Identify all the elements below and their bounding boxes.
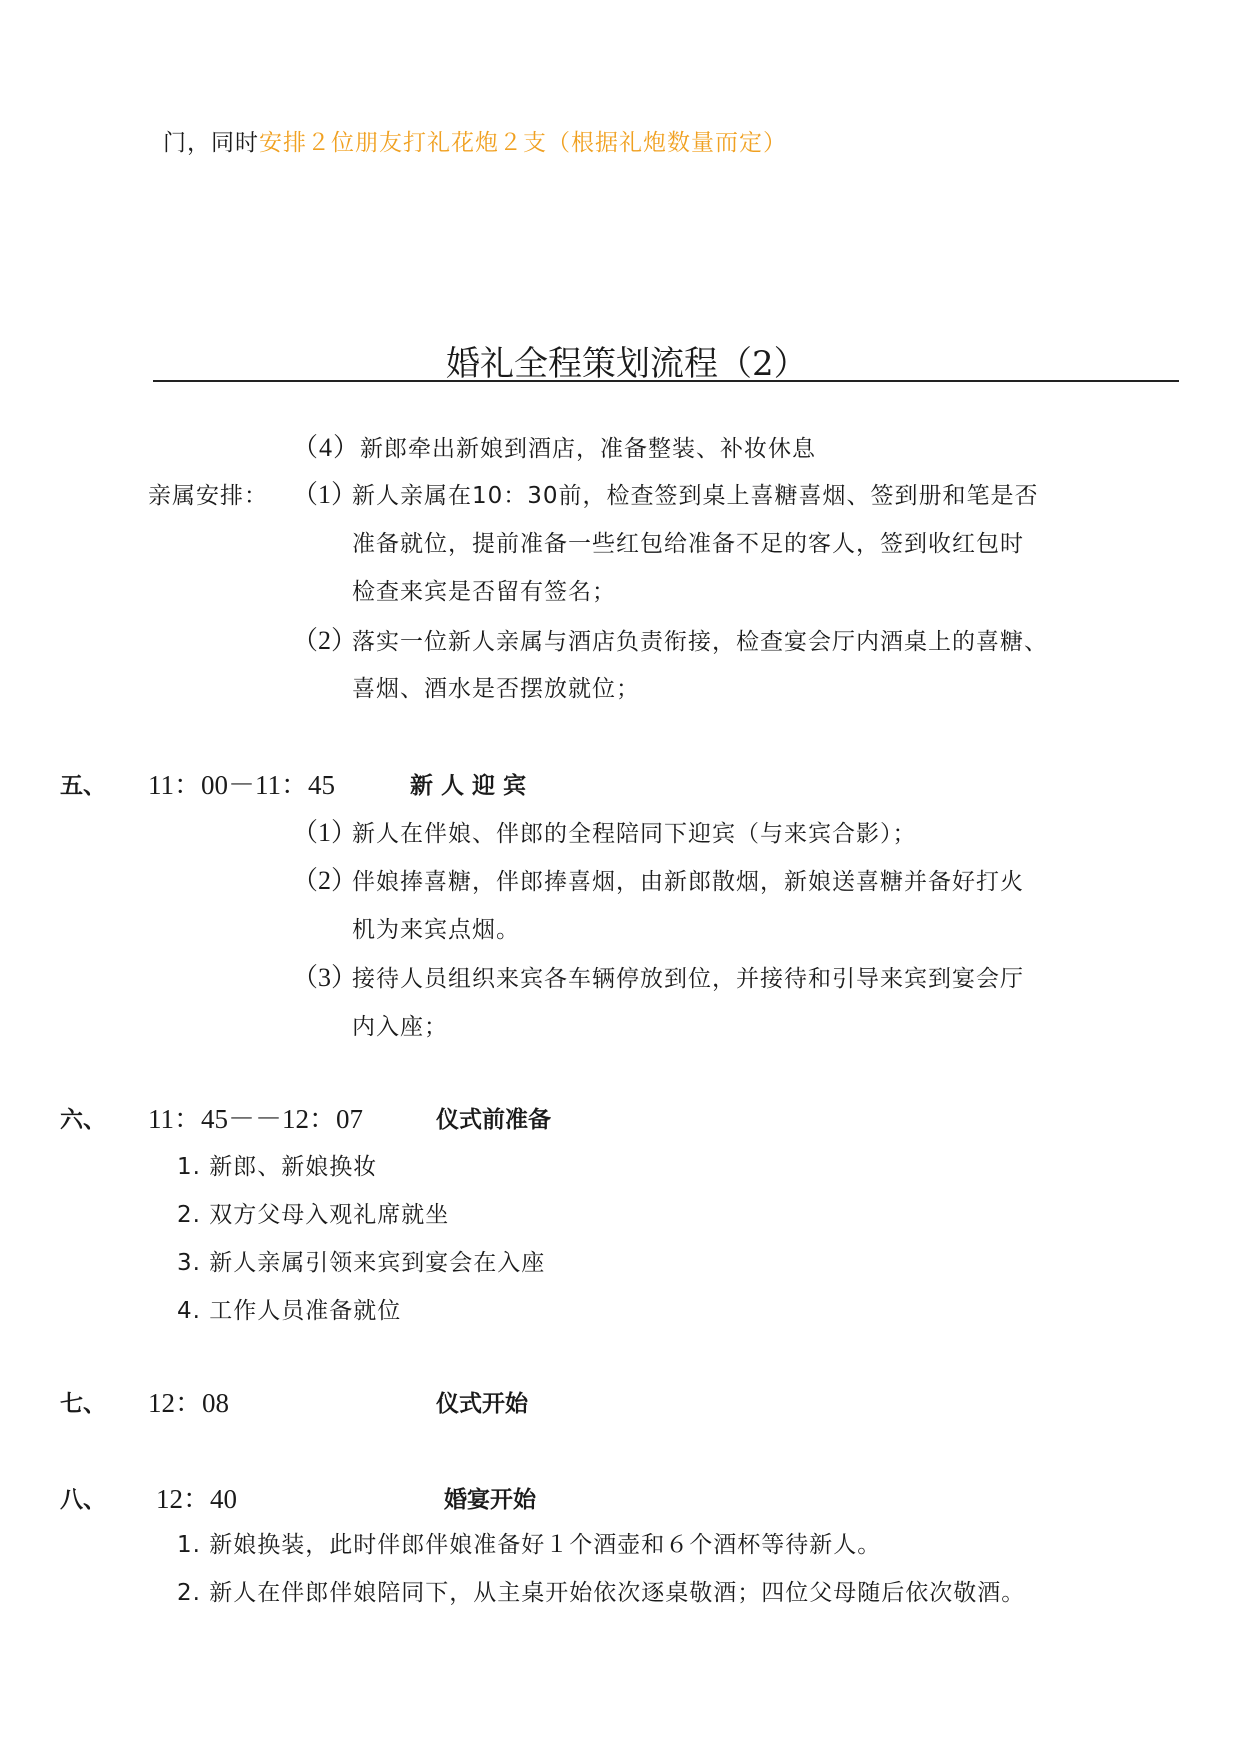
relatives-item-1-line-3: 检查来宾是否留有签名； xyxy=(352,579,616,605)
section-8-heading: 婚宴开始 xyxy=(444,1487,536,1513)
section-5-time: 11：00－11：45 xyxy=(148,770,335,800)
section-6-item: 4. 工作人员准备就位 xyxy=(177,1298,402,1324)
carryover-prefix: 门，同时 xyxy=(163,130,259,156)
page-title: 婚礼全程策划流程（2） xyxy=(446,344,808,384)
relatives-item-2-line-1: 落实一位新人亲属与酒店负责衔接，检查宴会厅内酒桌上的喜糖、 xyxy=(352,629,1048,655)
relatives-item-2-number: （2） xyxy=(292,626,358,655)
section-8-number: 八、 xyxy=(60,1487,106,1513)
item-4-text: 新郎牵出新娘到酒店，准备整装、补妆休息 xyxy=(360,436,817,462)
section-5-item-3-line-2: 内入座； xyxy=(352,1014,448,1040)
section-8-time: 12：40 xyxy=(156,1484,237,1514)
section-5-heading: 新 人 迎 宾 xyxy=(410,773,527,799)
section-7-heading: 仪式开始 xyxy=(436,1391,528,1417)
section-7-number: 七、 xyxy=(60,1391,106,1417)
section-5-item-2-line-2: 机为来宾点烟。 xyxy=(352,917,520,943)
title-underline xyxy=(153,380,1179,382)
section-7-time: 12：08 xyxy=(148,1388,229,1418)
section-5-item-3-line-1: 接待人员组织来宾各车辆停放到位，并接待和引导来宾到宴会厅 xyxy=(352,966,1024,992)
section-5-item-2-number: （2） xyxy=(292,866,358,895)
section-6-number: 六、 xyxy=(60,1107,106,1133)
section-6-item: 3. 新人亲属引领来宾到宴会在入座 xyxy=(177,1250,546,1276)
section-5-item-1: 新人在伴娘、伴郎的全程陪同下迎宾（与来宾合影）； xyxy=(352,821,917,847)
relatives-item-1-line-2: 准备就位，提前准备一些红包给准备不足的客人，签到收红包时 xyxy=(352,531,1024,557)
section-6-time: 11：45－－12：07 xyxy=(148,1104,363,1134)
relatives-label: 亲属安排： xyxy=(148,483,268,509)
section-5-item-3-number: （3） xyxy=(292,963,358,992)
item-4 xyxy=(292,427,816,464)
carryover-highlight: 安排２位朋友打礼花炮２支（根据礼炮数量而定） xyxy=(259,130,787,156)
section-6-item: 2. 双方父母入观礼席就坐 xyxy=(177,1202,450,1228)
carryover-line xyxy=(163,124,787,157)
section-6-heading: 仪式前准备 xyxy=(436,1107,551,1133)
relatives-item-1-number: （1） xyxy=(292,480,358,509)
section-5-number: 五、 xyxy=(60,773,106,799)
section-8-item: 1. 新娘换装，此时伴郎伴娘准备好１个酒壶和６个酒杯等待新人。 xyxy=(177,1532,882,1558)
section-5-item-1-number: （1） xyxy=(292,818,358,847)
section-6-item: 1. 新郎、新娘换妆 xyxy=(177,1154,378,1180)
item-4-number: （4） xyxy=(292,433,361,462)
section-5-item-2-line-1: 伴娘捧喜糖，伴郎捧喜烟，由新郎散烟，新娘送喜糖并备好打火 xyxy=(352,869,1024,895)
relatives-item-1-line-1: 新人亲属在10：30前，检查签到桌上喜糖喜烟、签到册和笔是否 xyxy=(352,483,1039,509)
section-8-item: 2. 新人在伴郎伴娘陪同下，从主桌开始依次逐桌敬酒；四位父母随后依次敬酒。 xyxy=(177,1580,1026,1606)
relatives-item-2-line-2: 喜烟、酒水是否摆放就位； xyxy=(352,676,640,702)
